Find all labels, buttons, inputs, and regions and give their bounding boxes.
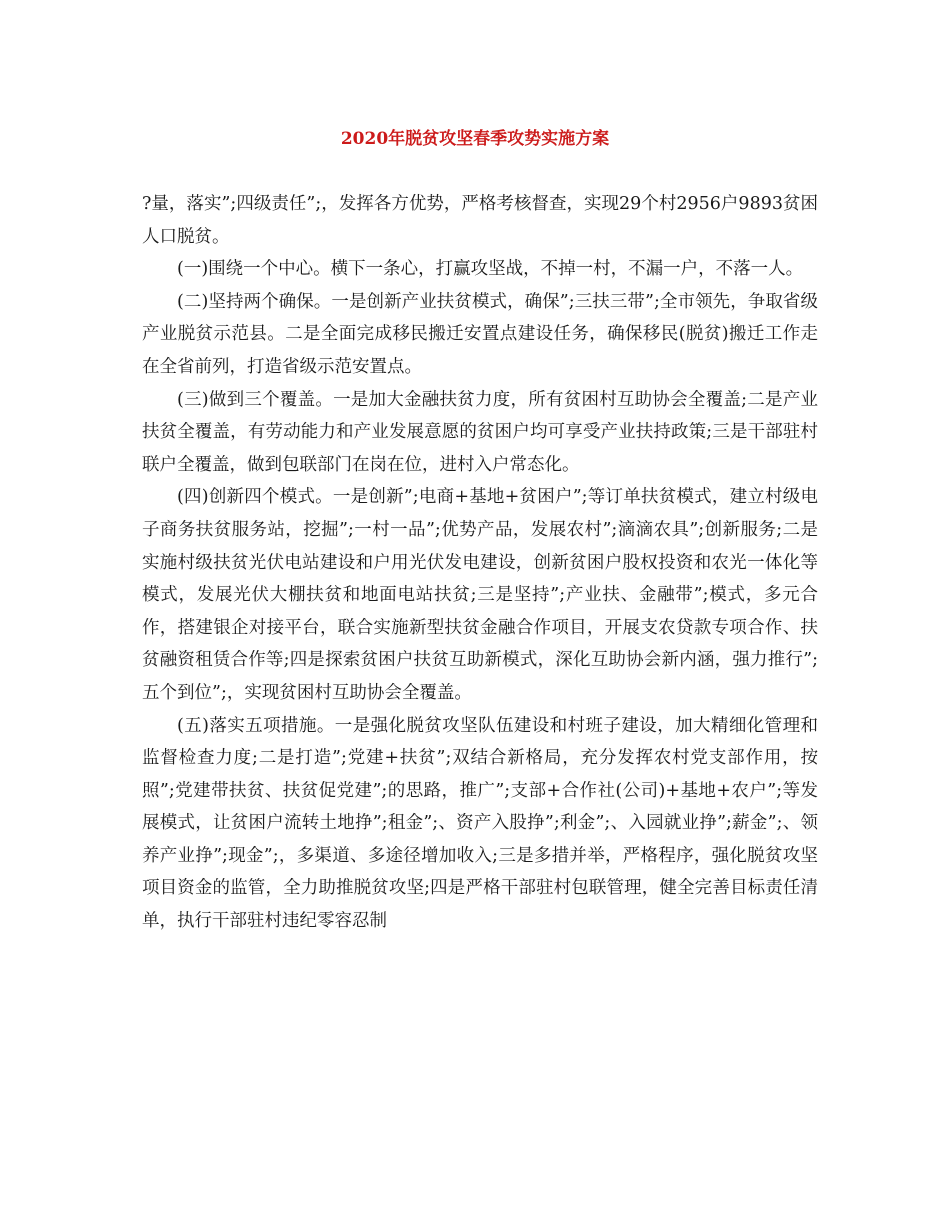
document-body bbox=[142, 188, 818, 938]
paragraph-section-5: (五)落实五项措施。一是强化脱贫攻坚队伍建设和村班子建设，加大精细化管理和监督检查力度;二是打造”;党建+扶贫”;双结合新格局，充分发挥农村党支部作用，按照”;党建带扶贫、扶贫促党建”;的思路，推广”;支部+合作社(公司)+基地+农户”;等发展模式，让贫困户流转土地挣”;租金”;、资产入股挣”;利金”;、入园就业挣”;薪金”;、领养产业挣”;现金”;，多渠道、多途径增加收入;三是多措并举，严格程序，强化脱贫攻坚项目资金的监管，全力助推脱贫攻坚;四是严格干部驻村包联管理，健全完善目标责任清单，执行干部驻村违纪零容忍制 bbox=[142, 715, 818, 932]
document-title: 2020年脱贫攻坚春季攻势实施方案 bbox=[340, 129, 610, 149]
paragraph-section-4: (四)创新四个模式。一是创新”;电商+基地+贫困户”;等订单扶贫模式，建立村级电子商务扶贫服务站，挖掘”;一村一品”;优势产品，发展农村”;滴滴农具”;创新服务;二是实施村级扶贫光伏电站建设和户用光伏发电建设，创新贫困户股权投资和农光一体化等模式，发展光伏大棚扶贫和地面电站扶贫;三是坚持”;产业扶、金融带”;模式，多元合作，搭建银企对接平台，联合实施新型扶贫金融合作项目，开展支农贷款专项合作、扶贫融资租赁合作等;四是探索贫困户扶贫互助新模式，深化互助协会新内涵，强力推行”;五个到位”;，实现贫困村互助协会全覆盖。 bbox=[142, 487, 818, 703]
paragraph-section-1: (一)围绕一个中心。横下一条心，打赢攻坚战，不掉一村，不漏一户，不落一人。 bbox=[177, 259, 804, 280]
paragraph-section-2: (二)坚持两个确保。一是创新产业扶贫模式，确保”;三扶三带”;全市领先，争取省级产业脱贫示范县。二是全面完成移民搬迁安置点建设任务，确保移民(脱贫)搬迁工作走在全省前列，打造省级示范安置点。 bbox=[142, 291, 818, 377]
paragraph-section-3: (三)做到三个覆盖。一是加大金融扶贫力度，所有贫困村互助协会全覆盖;二是产业扶贫全覆盖，有劳动能力和产业发展意愿的贫困户均可享受产业扶持政策;三是干部驻村联户全覆盖，做到包联部门在岗在位，进村入户常态化。 bbox=[142, 389, 818, 475]
paragraph-intro: ?量，落实”;四级责任”;，发挥各方优势，严格考核督查，实现29个村2956户9893贫困人口脱贫。 bbox=[142, 194, 818, 247]
